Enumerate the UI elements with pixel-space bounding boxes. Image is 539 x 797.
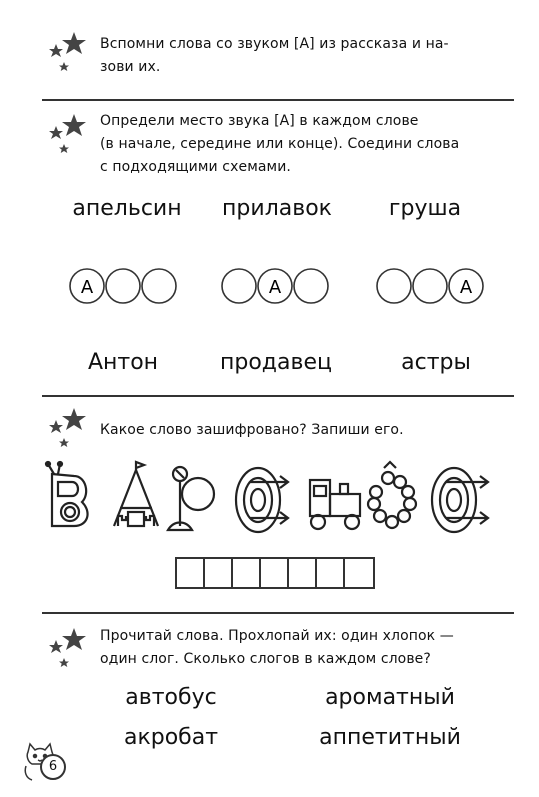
beads-letter-icon	[368, 462, 416, 528]
task-2-line-1: Определи место звука [А] в каждом слове	[100, 113, 419, 129]
target-letter-icon	[236, 468, 288, 532]
answer-grid	[175, 557, 375, 589]
answer-cell[interactable]	[261, 559, 289, 587]
stars-icon	[44, 30, 88, 74]
task-1-text	[100, 33, 512, 79]
answer-cell[interactable]	[289, 559, 317, 587]
task-3-text	[100, 419, 512, 442]
snowman-letter-icon	[168, 467, 214, 530]
answer-cell[interactable]	[205, 559, 233, 587]
syllable-word-right-2: аппетитный	[319, 725, 461, 750]
stars-icon	[44, 406, 88, 450]
cipher-picture-word	[40, 460, 514, 540]
divider	[42, 99, 514, 101]
page-number: 6	[40, 754, 66, 780]
task-2-line-2: (в начале, середине или конце). Соедини слова	[100, 136, 460, 152]
butterfly-letter-icon	[46, 462, 88, 526]
divider	[42, 395, 514, 397]
syllable-word-left-2: акробат	[123, 725, 219, 750]
divider	[42, 612, 514, 614]
top-word-2: прилавок	[222, 196, 332, 221]
task-4-line-2: один слог. Сколько слогов в каждом слове?	[100, 651, 431, 667]
bottom-word-2: продавец	[220, 350, 332, 375]
task-2-text	[100, 110, 515, 179]
answer-cell[interactable]	[177, 559, 205, 587]
sound-scheme-1	[68, 266, 178, 306]
answer-cell[interactable]	[233, 559, 261, 587]
task-2-line-3: с подходящими схемами.	[100, 159, 291, 175]
task-4-text	[100, 625, 515, 671]
sound-scheme-3	[375, 266, 485, 306]
syllable-word-left-1: автобус	[125, 685, 217, 710]
scheme-1-cell-1: А	[80, 277, 94, 298]
sound-scheme-2	[220, 266, 330, 306]
syllable-word-right-1: ароматный	[325, 685, 455, 710]
stars-icon	[44, 626, 88, 670]
bottom-word-1: Антон	[87, 350, 159, 375]
task-4-line-1: Прочитай слова. Прохлопай их: один хлопок —	[100, 628, 454, 644]
top-word-1: апельсин	[72, 196, 182, 221]
scheme-2-cell-2: А	[268, 277, 282, 298]
train-letter-icon	[310, 480, 360, 529]
top-word-3: груша	[388, 196, 462, 221]
target-letter-icon	[432, 468, 488, 532]
stars-icon	[44, 112, 88, 156]
bottom-word-3: астры	[401, 350, 471, 375]
task-1-line-2: зови их.	[100, 59, 161, 75]
task-3-line-1: Какое слово зашифровано? Запиши его.	[100, 422, 404, 438]
castle-letter-icon	[114, 462, 158, 526]
task-1-line-1: Вспомни слова со звуком [А] из рассказа и на-	[100, 36, 449, 52]
answer-cell[interactable]	[345, 559, 373, 587]
scheme-3-cell-3: А	[459, 277, 473, 298]
answer-cell[interactable]	[317, 559, 345, 587]
